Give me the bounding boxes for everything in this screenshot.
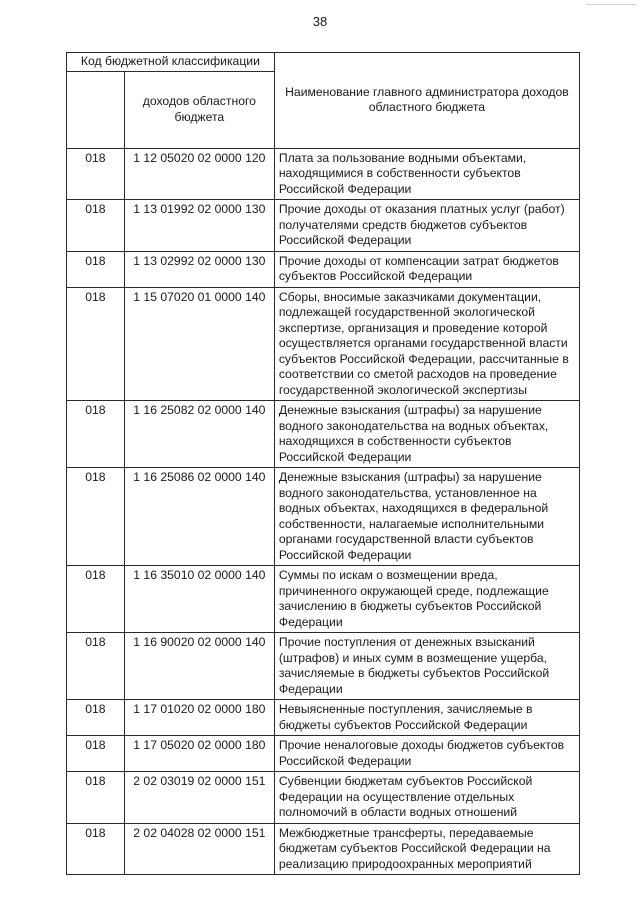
revenue-code-cell: 1 17 05020 02 0000 180 [124, 736, 274, 772]
page-number: 38 [312, 14, 328, 29]
revenue-name-cell: Прочие неналоговые доходы бюджетов субъектов Российской Федерации [274, 736, 579, 772]
table-row [67, 148, 580, 200]
admin-code-cell: 018 [67, 148, 125, 200]
revenue-code-cell: 1 13 01992 02 0000 130 [124, 200, 274, 252]
admin-code-cell: 018 [67, 566, 125, 633]
admin-code-cell: 018 [67, 200, 125, 252]
revenue-name-cell: Прочие доходы от компенсации затрат бюджетов субъектов Российской Федерации [274, 251, 579, 287]
revenue-name-cell: Межбюджетные трансферты, передаваемые бюджетам субъектов Российской Федерации на реализацию природоохранных мероприятий [274, 823, 579, 875]
revenue-name-cell: Невыясненные поступления, зачисляемые в бюджеты субъектов Российской Федерации [274, 700, 579, 736]
revenue-code-cell: 1 16 25082 02 0000 140 [124, 401, 274, 468]
admin-code-cell: 018 [67, 700, 125, 736]
table-row [67, 736, 580, 772]
revenue-code-cell: 1 16 35010 02 0000 140 [124, 566, 274, 633]
corner-mark [586, 4, 636, 9]
revenue-name-cell: Сборы, вносимые заказчиками документации, подлежащей государственной экологической экспертизе, организация и проведение которой осуществляется органами государственной власти субъектов Российской Федерации, рассчитанные в соответствии со сметой расходов на проведение государственной экологической экспертизы [274, 287, 579, 401]
table-row [67, 200, 580, 252]
revenue-code-cell: 1 16 90020 02 0000 140 [124, 633, 274, 700]
revenue-code-cell: 2 02 04028 02 0000 151 [124, 823, 274, 875]
admin-code-cell: 018 [67, 287, 125, 401]
table-row [67, 287, 580, 401]
header-classification-code: Код бюджетной классификации [67, 53, 275, 72]
revenue-code-cell: 1 15 07020 01 0000 140 [124, 287, 274, 401]
header-revenue-column: доходов областного бюджета [124, 71, 274, 148]
header-admin-column [67, 71, 125, 148]
revenue-name-cell: Субвенции бюджетам субъектов Российской Федерации на осуществление отдельных полномочий в области водных отношений [274, 772, 579, 824]
header-administrator-name: Наименование главного администратора доходов областного бюджета [274, 53, 579, 149]
revenue-code-cell: 1 17 01020 02 0000 180 [124, 700, 274, 736]
table-row [67, 633, 580, 700]
revenue-name-cell: Прочие доходы от оказания платных услуг (работ) получателями средств бюджетов субъектов Российской Федерации [274, 200, 579, 252]
revenue-code-cell: 1 12 05020 02 0000 120 [124, 148, 274, 200]
table-row [67, 566, 580, 633]
admin-code-cell: 018 [67, 251, 125, 287]
budget-classification-table [66, 52, 580, 875]
header-row-group [67, 53, 580, 72]
table-row [67, 401, 580, 468]
admin-code-cell: 018 [67, 772, 125, 824]
admin-code-cell: 018 [67, 736, 125, 772]
table-row [67, 251, 580, 287]
revenue-name-cell: Суммы по искам о возмещении вреда, причиненного окружающей среде, подлежащие зачислению в бюджеты субъектов Российской Федерации [274, 566, 579, 633]
revenue-name-cell: Прочие поступления от денежных взысканий (штрафов) и иных сумм в возмещение ущерба, зачисляемые в бюджеты субъектов Российской Федерации [274, 633, 579, 700]
table-row [67, 772, 580, 824]
admin-code-cell: 018 [67, 633, 125, 700]
table-row [67, 468, 580, 566]
revenue-name-cell: Денежные взыскания (штрафы) за нарушение водного законодательства, установленное на водных объектах, находящихся в федеральной собственности, налагаемые исполнительными органами государственной власти субъектов Российской Федерации [274, 468, 579, 566]
revenue-name-cell: Плата за пользование водными объектами, находящимися в собственности субъектов Российской Федерации [274, 148, 579, 200]
admin-code-cell: 018 [67, 823, 125, 875]
revenue-code-cell: 1 16 25086 02 0000 140 [124, 468, 274, 566]
revenue-code-cell: 1 13 02992 02 0000 130 [124, 251, 274, 287]
table-row [67, 823, 580, 875]
admin-code-cell: 018 [67, 468, 125, 566]
revenue-code-cell: 2 02 03019 02 0000 151 [124, 772, 274, 824]
revenue-name-cell: Денежные взыскания (штрафы) за нарушение водного законодательства на водных объектах, находящихся в собственности субъектов Российской Федерации [274, 401, 579, 468]
admin-code-cell: 018 [67, 401, 125, 468]
table-row [67, 700, 580, 736]
